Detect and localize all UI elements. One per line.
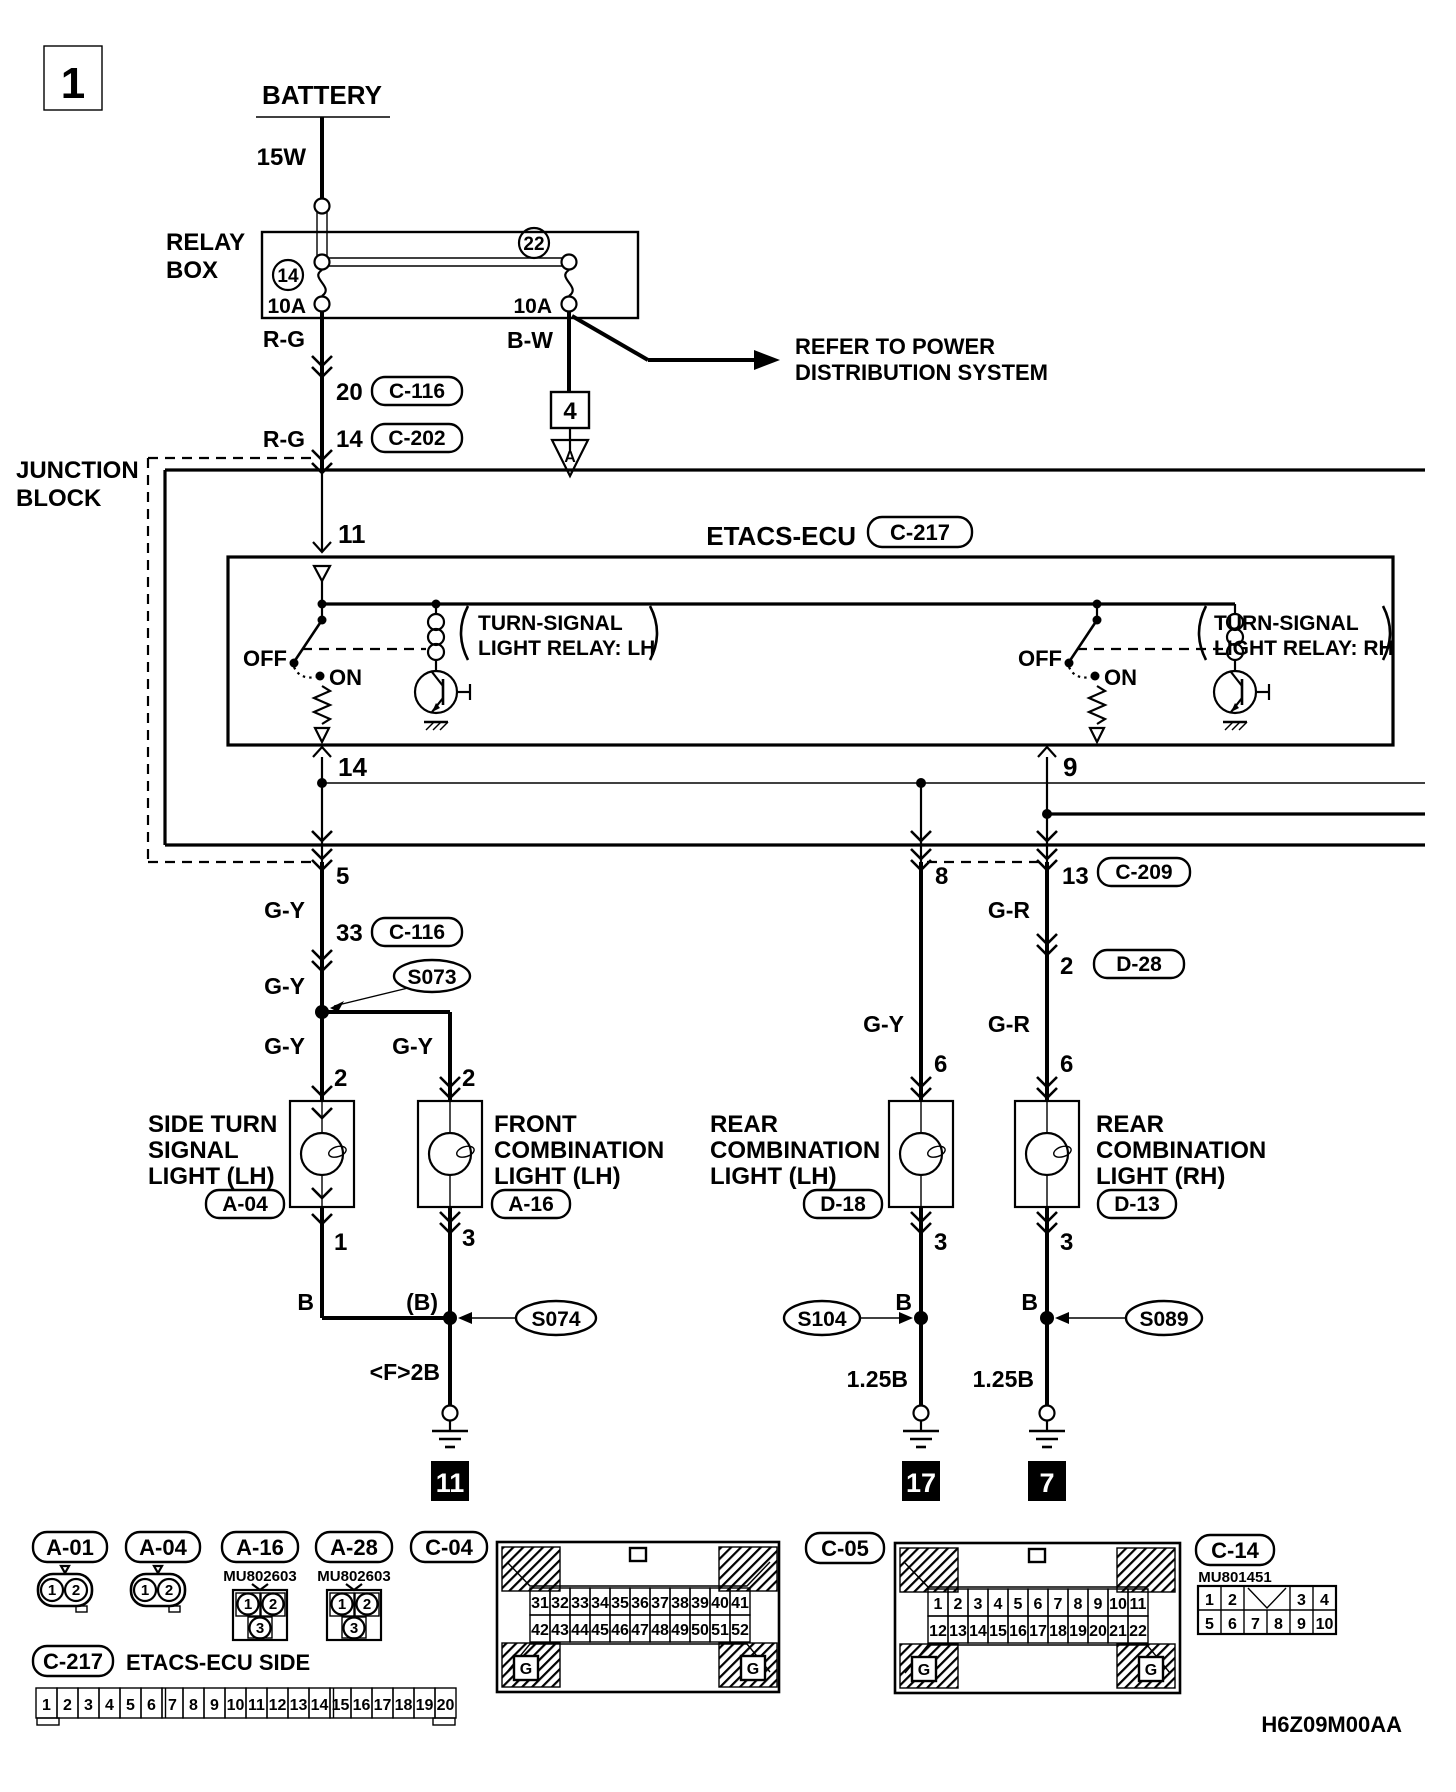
pin-number: 8 — [189, 1697, 198, 1714]
c05-pins-bottom — [928, 1616, 1148, 1643]
ecu-connector-label: C-217 — [890, 520, 950, 545]
pin-number: 4 — [1320, 1592, 1329, 1609]
pin-3-lh-label: 3 — [934, 1229, 948, 1256]
c217-pin-strip — [36, 1688, 456, 1718]
a28-part-number: MU802603 — [317, 1568, 391, 1585]
pin-number: 49 — [671, 1622, 689, 1639]
relay-rh-line2: LIGHT RELAY: RH — [1214, 637, 1394, 660]
c05-g-right: G — [1144, 1662, 1158, 1679]
pin-number: 46 — [611, 1622, 629, 1639]
pin-number: 6 — [1228, 1616, 1237, 1633]
a01-pin-1: 1 — [47, 1582, 57, 1599]
pin-number: 12 — [929, 1623, 947, 1640]
pin-number: 7 — [1053, 1596, 1063, 1613]
pin-number: 19 — [415, 1697, 434, 1714]
c04-pins-bottom — [530, 1615, 750, 1642]
front-combination-light-lh — [418, 1101, 664, 1218]
wire-b-rear-rh-label: B — [1021, 1289, 1038, 1315]
ground-icon — [432, 1406, 468, 1448]
pin-number: 14 — [310, 1697, 329, 1714]
connector-c209-label: C-209 — [1115, 861, 1173, 884]
ground-17-number: 17 — [905, 1468, 937, 1498]
a16-pin-1: 1 — [243, 1596, 253, 1613]
pin-number: 41 — [731, 1595, 749, 1612]
connector-d28-label: D-28 — [1116, 953, 1162, 976]
pin-number: 43 — [551, 1622, 569, 1639]
pin-number: 50 — [691, 1622, 709, 1639]
refer-note-line2: DISTRIBUTION SYSTEM — [795, 360, 1049, 385]
splice-s073-label: S073 — [407, 966, 457, 989]
pin-number: 32 — [551, 1595, 569, 1612]
pin-number: 9 — [210, 1697, 219, 1714]
connector-a16-label: A-16 — [236, 1535, 284, 1560]
pin-6-rh-label: 6 — [1060, 1051, 1074, 1078]
side-turn-signal-light-lh — [148, 1101, 354, 1218]
pin-number: 35 — [611, 1595, 629, 1612]
a16-part-number: MU802603 — [223, 1568, 297, 1585]
pin-number: 31 — [531, 1595, 549, 1612]
connector-a16-ref: A-16 — [508, 1193, 554, 1216]
pin-9-label: 9 — [1063, 752, 1078, 782]
connector-c14-icon — [1198, 1586, 1336, 1634]
refer-arrow-icon — [754, 350, 780, 370]
switch-on-lh: ON — [329, 665, 362, 690]
pin-33-label: 33 — [336, 920, 363, 947]
pin-number: 7 — [168, 1697, 177, 1714]
rear-rh-name-3: LIGHT (RH) — [1096, 1163, 1226, 1190]
pin-number: 16 — [352, 1697, 371, 1714]
wire-125b-lh-label: 1.25B — [846, 1366, 908, 1392]
pin-number: 3 — [84, 1697, 93, 1714]
battery-section — [256, 80, 390, 199]
wire-gy2-label: G-Y — [264, 973, 305, 999]
pin-number: 48 — [651, 1622, 669, 1639]
wire-b-side-label: B — [297, 1289, 314, 1315]
junction-block-label-1: JUNCTION — [16, 457, 139, 484]
etacs-ecu — [228, 517, 1394, 745]
wire-gy-side-label: G-Y — [264, 1033, 305, 1059]
connector-c05-icon — [895, 1543, 1180, 1693]
ground-11-number: 11 — [435, 1468, 465, 1498]
relay-lh-line2: LIGHT RELAY: LH — [478, 637, 656, 660]
switch-on-rh: ON — [1104, 665, 1137, 690]
c04-g-right: G — [746, 1661, 760, 1678]
front-light-name-1: FRONT — [494, 1111, 577, 1138]
battery-label: BATTERY — [262, 80, 382, 110]
connector-a01-icon — [38, 1566, 92, 1612]
pin-20-label: 20 — [336, 379, 363, 406]
pin-14-c202-label: 14 — [336, 426, 363, 453]
splice-s074-label: S074 — [531, 1308, 581, 1331]
pin-number: 1 — [1205, 1592, 1214, 1609]
pin-number: 18 — [1049, 1623, 1067, 1640]
fuse-22-number: 22 — [523, 234, 545, 255]
wire-b-rear-lh-label: B — [895, 1289, 912, 1315]
pin-number: 37 — [651, 1595, 669, 1612]
doc-code: H6Z09M00AA — [1261, 1712, 1402, 1737]
pin-1-side-label: 1 — [334, 1229, 348, 1256]
c04-g-left: G — [519, 1661, 533, 1678]
page-ref-triangle-label: A — [564, 449, 576, 466]
splice-s074 — [443, 1301, 596, 1335]
pin-number: 6 — [1033, 1596, 1043, 1613]
wire-bw-label: B-W — [507, 327, 553, 353]
a04-pin-1: 1 — [140, 1582, 150, 1599]
pin-number: 14 — [969, 1623, 987, 1640]
front-light-name-2: COMBINATION — [494, 1137, 665, 1164]
connector-c116b-label: C-116 — [388, 921, 446, 944]
pin-number: 10 — [226, 1697, 245, 1714]
pin-number: 11 — [1129, 1596, 1147, 1613]
pin-number: 6 — [147, 1697, 156, 1714]
pin-number: 51 — [711, 1622, 729, 1639]
connector-c202-label: C-202 — [388, 427, 446, 450]
pin-number: 34 — [591, 1595, 609, 1612]
fuse-14-rating: 10A — [267, 295, 306, 318]
side-light-name-1: SIDE TURN — [148, 1111, 278, 1138]
wire-gy-front-label: G-Y — [392, 1033, 433, 1059]
connector-c116-label: C-116 — [388, 380, 446, 403]
pin-11-label: 11 — [338, 519, 366, 549]
connector-c217-label: C-217 — [43, 1649, 103, 1674]
pin-number: 9 — [1297, 1616, 1306, 1633]
a28-pin-1: 1 — [337, 1596, 347, 1613]
pin-6-lh-label: 6 — [934, 1051, 948, 1078]
wire-gr1-label: G-R — [987, 897, 1030, 923]
bw-branch — [507, 312, 589, 476]
pin-number: 40 — [711, 1595, 729, 1612]
a16-pin-3: 3 — [255, 1620, 265, 1637]
pin-number: 8 — [1274, 1616, 1283, 1633]
pin-3-rh-label: 3 — [1060, 1229, 1074, 1256]
fusible-link-label: 15W — [256, 144, 306, 171]
pin-number: 19 — [1069, 1623, 1087, 1640]
pin-number: 12 — [268, 1697, 287, 1714]
c05-g-left: G — [917, 1662, 931, 1679]
ecu-switch-rh — [1018, 604, 1225, 742]
pin-number: 2 — [63, 1697, 72, 1714]
side-light-name-3: LIGHT (LH) — [148, 1163, 275, 1190]
pin-13-label: 13 — [1062, 863, 1089, 890]
splice-s089-label: S089 — [1139, 1308, 1189, 1331]
pin-number: 13 — [289, 1697, 308, 1714]
a04-pin-2: 2 — [164, 1582, 174, 1599]
c217-side-label: ETACS-ECU SIDE — [126, 1650, 311, 1675]
pin-number: 10 — [1315, 1616, 1334, 1633]
switch-off-lh: OFF — [243, 646, 287, 671]
pin-2-side-label: 2 — [334, 1065, 348, 1092]
connector-table — [33, 1532, 1336, 1725]
pin-number: 3 — [973, 1596, 983, 1613]
bulb-icon — [1015, 1101, 1079, 1207]
connector-c04-label: C-04 — [425, 1535, 473, 1560]
ecu-title: ETACS-ECU — [706, 521, 856, 551]
pin-number: 1 — [42, 1697, 51, 1714]
rear-lh-name-3: LIGHT (LH) — [710, 1163, 837, 1190]
pin-3-front-label: 3 — [462, 1225, 476, 1252]
wire-gy-rear-label: G-Y — [863, 1011, 904, 1037]
pin-number: 36 — [631, 1595, 649, 1612]
pin-5-label: 5 — [336, 863, 350, 890]
pin-number: 45 — [591, 1622, 609, 1639]
pin-number: 17 — [1029, 1623, 1047, 1640]
pin-2-d28-label: 2 — [1060, 953, 1074, 980]
connector-c04-icon — [497, 1542, 779, 1692]
wire-gy1-label: G-Y — [264, 897, 305, 923]
connector-c14-label: C-14 — [1211, 1538, 1259, 1563]
pin-number: 10 — [1109, 1596, 1127, 1613]
fuse-14-number: 14 — [277, 266, 299, 287]
refer-note-line1: REFER TO POWER — [795, 334, 996, 359]
pin-8-label: 8 — [935, 863, 949, 890]
fuse-22-rating: 10A — [513, 295, 552, 318]
bulb-icon — [889, 1101, 953, 1207]
pin-number: 3 — [1297, 1592, 1306, 1609]
pin-number: 11 — [248, 1697, 265, 1714]
rear-combination-light-lh — [710, 1101, 953, 1218]
a01-pin-2: 2 — [71, 1582, 81, 1599]
pin-number: 4 — [105, 1697, 114, 1714]
relay-rh-line1: TURN-SIGNAL — [1214, 612, 1359, 635]
wire-gr2-label: G-R — [987, 1011, 1030, 1037]
ecu-feed-wire — [313, 470, 366, 552]
pin-number: 18 — [394, 1697, 413, 1714]
front-light-name-3: LIGHT (LH) — [494, 1163, 621, 1190]
rear-lh-name-1: REAR — [710, 1111, 779, 1138]
relay-lh-line1: TURN-SIGNAL — [478, 612, 623, 635]
pin-number: 20 — [1089, 1623, 1107, 1640]
wire-f2b-label: <F>2B — [369, 1359, 440, 1385]
connector-a28-label: A-28 — [330, 1535, 378, 1560]
ground-7-number: 7 — [1039, 1468, 1055, 1498]
ecu-switch-lh — [243, 604, 426, 742]
pin-number: 47 — [631, 1622, 649, 1639]
wire-b-front-label: (B) — [406, 1289, 438, 1315]
wire-rg1-label: R-G — [262, 326, 305, 352]
a28-pin-2: 2 — [362, 1596, 372, 1613]
pin-number: 33 — [571, 1595, 589, 1612]
rear-rh-name-2: COMBINATION — [1096, 1137, 1267, 1164]
splice-s089 — [1040, 1301, 1202, 1335]
pin-number: 4 — [993, 1596, 1003, 1613]
connector-a16-icon — [233, 1584, 287, 1640]
pin-number: 13 — [949, 1623, 967, 1640]
rear-rh-circuit — [973, 858, 1267, 1501]
pin-number: 7 — [1251, 1616, 1260, 1633]
ground-icon — [1029, 1406, 1065, 1448]
rear-combination-light-rh — [1015, 1101, 1266, 1218]
connector-a28-icon — [327, 1584, 381, 1640]
relay-box-label-2: BOX — [166, 257, 219, 284]
pin-number: 15 — [989, 1623, 1007, 1640]
front-left-circuit — [148, 862, 664, 1501]
pin-number: 42 — [531, 1622, 549, 1639]
pin-number: 39 — [691, 1595, 709, 1612]
connector-a04-label: A-04 — [139, 1535, 187, 1560]
junction-block-label-2: BLOCK — [16, 485, 102, 512]
page-number: 1 — [60, 59, 86, 108]
pin-number: 16 — [1009, 1623, 1027, 1640]
pin-number: 9 — [1093, 1596, 1103, 1613]
wire-rg2-label: R-G — [262, 426, 305, 452]
pin-number: 5 — [1205, 1616, 1214, 1633]
relay-box — [166, 199, 638, 319]
c04-pins-top — [530, 1588, 750, 1615]
rear-rh-name-1: REAR — [1096, 1111, 1165, 1138]
pin-number: 5 — [1013, 1596, 1023, 1613]
pin-number: 20 — [436, 1697, 455, 1714]
switch-off-rh: OFF — [1018, 646, 1062, 671]
connector-d13-ref: D-13 — [1114, 1193, 1160, 1216]
connector-a01-label: A-01 — [46, 1535, 94, 1560]
pin-number: 52 — [731, 1622, 749, 1639]
pin-14-label: 14 — [338, 752, 367, 782]
connector-c05-label: C-05 — [821, 1536, 869, 1561]
pin-number: 44 — [571, 1622, 589, 1639]
a16-pin-2: 2 — [268, 1596, 278, 1613]
ecu-relay-lh — [415, 604, 657, 730]
connector-a04-icon — [131, 1566, 185, 1612]
bulb-icon — [418, 1101, 482, 1207]
connector-d18-ref: D-18 — [820, 1193, 866, 1216]
main-feed-wire — [263, 311, 462, 473]
page-ref-box: 4 — [563, 398, 577, 425]
c14-pins-top — [1205, 1592, 1329, 1609]
rear-lh-name-2: COMBINATION — [710, 1137, 881, 1164]
pin-number: 22 — [1129, 1623, 1147, 1640]
wire-125b-rh-label: 1.25B — [972, 1366, 1034, 1392]
ecu-relay-rh — [1199, 604, 1394, 730]
page-number-box — [44, 46, 102, 110]
connector-a04-ref: A-04 — [222, 1193, 268, 1216]
refer-note — [572, 316, 1048, 385]
c05-pins-top — [928, 1589, 1148, 1616]
pin-2-front-label: 2 — [462, 1065, 476, 1092]
c14-part-number: MU801451 — [1198, 1569, 1272, 1586]
relay-box-label-1: RELAY — [166, 229, 246, 256]
ground-icon — [903, 1406, 939, 1448]
pin-number: 8 — [1073, 1596, 1083, 1613]
pin-number: 5 — [126, 1697, 135, 1714]
pin-number: 1 — [933, 1596, 943, 1613]
side-light-name-2: SIGNAL — [148, 1137, 239, 1164]
splice-s104-label: S104 — [797, 1308, 847, 1331]
c14-pins-bottom — [1205, 1616, 1333, 1633]
rear-lh-circuit — [710, 862, 953, 1501]
pin-number: 17 — [373, 1697, 392, 1714]
a28-pin-3: 3 — [349, 1620, 359, 1637]
pin-number: 38 — [671, 1595, 689, 1612]
pin-number: 2 — [953, 1596, 963, 1613]
output-bus — [312, 747, 1425, 870]
pin-number: 2 — [1228, 1592, 1237, 1609]
pin-number: 15 — [331, 1697, 350, 1714]
pin-number: 21 — [1109, 1623, 1127, 1640]
